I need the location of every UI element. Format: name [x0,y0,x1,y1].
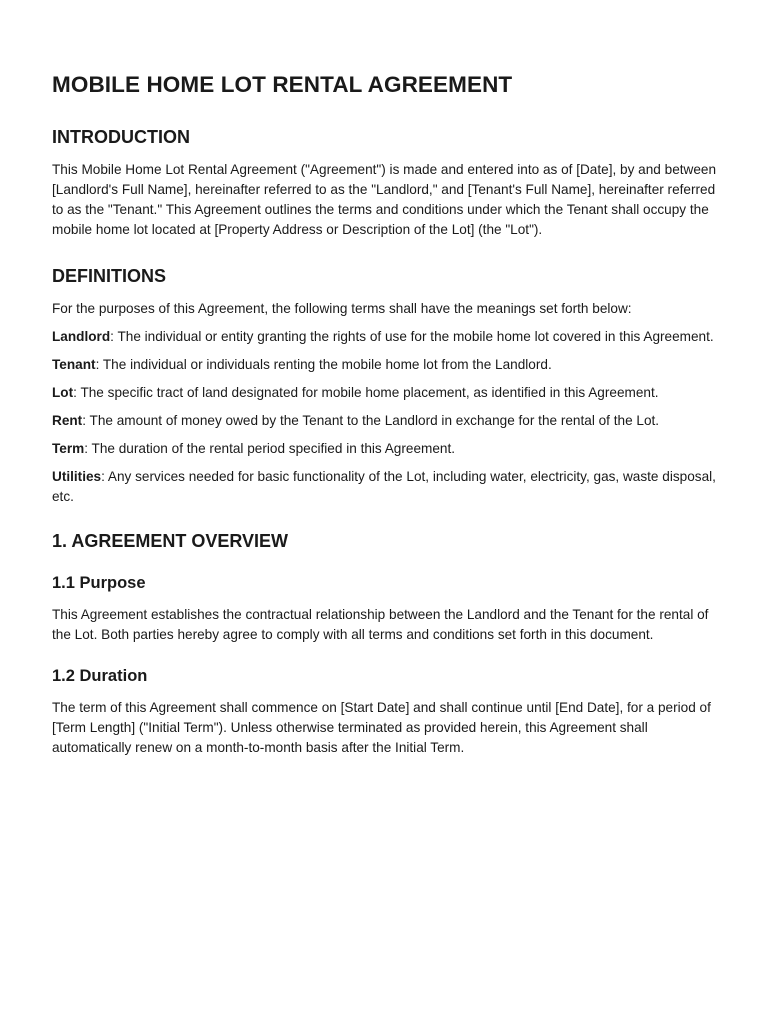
definition-lot [52,383,718,403]
definition-text: : Any services needed for basic functionality of the Lot, including water, electricity, gas, waste disposal, etc. [52,469,716,504]
definition-text: : The amount of money owed by the Tenant to the Landlord in exchange for the rental of the Lot. [82,413,660,428]
definitions-heading: DEFINITIONS [52,266,167,286]
definition-text: : The specific tract of land designated for mobile home placement, as identified in this Agreement. [73,385,659,400]
definition-text: : The individual or entity granting the rights of use for the mobile home lot covered in this Agreement. [110,329,714,344]
definition-term-item [52,439,718,459]
duration-text: The term of this Agreement shall commence on [Start Date] and shall continue until [End Date], for a period of [Term Length] ("Initial Term"). Unless otherwise terminated as provided herein, this Agreement shall automatically renew on a month-to-month basis after the Initial Term. [52,700,711,755]
definition-tenant [52,355,718,375]
definition-rent [52,411,718,431]
definition-term: Lot [52,385,74,400]
purpose-text: This Agreement establishes the contractual relationship between the Landlord and the Tenant for the rental of the Lot. Both parties hereby agree to comply with all terms and conditions set forth in this document. [52,607,709,642]
definition-term: Utilities [52,469,102,484]
definition-term: Term [52,441,85,456]
definition-term: Landlord [52,329,111,344]
definitions-section [52,264,718,507]
duration-heading: 1.2 Duration [52,667,148,685]
definition-text: : The individual or individuals renting the mobile home lot from the Landlord. [95,357,552,372]
purpose-heading: 1.1 Purpose [52,574,146,592]
definition-term: Tenant [52,357,96,372]
introduction-heading: INTRODUCTION [52,127,190,147]
agreement-overview-section [52,529,718,758]
definition-text: : The duration of the rental period specified in this Agreement. [84,441,456,456]
document-title: MOBILE HOME LOT RENTAL AGREEMENT [52,72,513,97]
agreement-overview-heading: 1. AGREEMENT OVERVIEW [52,531,289,551]
definition-landlord [52,327,718,347]
introduction-text: This Mobile Home Lot Rental Agreement ("Agreement") is made and entered into as of [Date], by and between [Landlord's Full Name], hereinafter referred to as the "Landlord," and [Tenant's Full Name], hereinafter referred to as the "Tenant." This Agreement outlines the terms and conditions under which the Tenant shall occupy the mobile home lot located at [Property Address or Description of the Lot] (the "Lot"). [52,162,717,237]
definition-utilities [52,467,718,507]
introduction-section [52,125,718,240]
definition-term: Rent [52,413,83,428]
definitions-lead: For the purposes of this Agreement, the following terms shall have the meanings set forth below: [52,301,632,316]
